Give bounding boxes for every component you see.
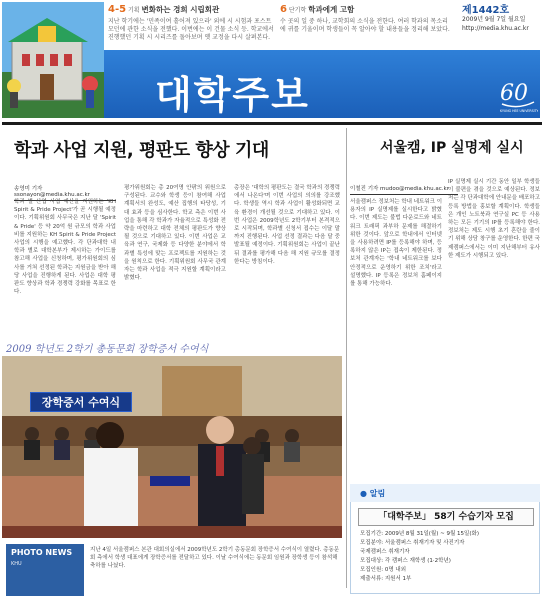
teaser-column[interactable] bbox=[280, 6, 450, 34]
notice-item: 모집기간: 2009년 8월 31일(월) ~ 9월 15일(화) bbox=[360, 531, 479, 537]
second-body-col-1: 서울캠퍼스 정보처는 학내 네트워크 이용자의 IP 실명제를 실시한다고 밝혔다. 이번 제도는 불법 다운로드와 네트워크 트래픽 과부하 문제를 해결하기 위한 것이다. 앞으로 학내에서 인터넷을 사용하려면 IP를 등록해야 하며, 등록하지 않은 IP는 접속이 제한된다. 정보처 관계자는 '학내 네트워크를 보다 안정적으로 운영하기 위한 조치'라고 설명했다. IP 등록은 정보처 홈페이지를 통해 가능하다. bbox=[350, 199, 442, 288]
teaser-section: 단기학 bbox=[288, 7, 307, 14]
issue-url[interactable]: http://media.khu.ac.kr bbox=[462, 25, 529, 32]
notice-item: 모집인원: 0명 내외 bbox=[360, 567, 407, 573]
photo-caption: 지난 4일 서울캠퍼스 본관 대회의실에서 2009학년도 2학기 총동문회 장학증서 수여식이 열렸다. 총동문회 측에서 학생 대표에게 장학증서를 전달하고 있다. 이날 수여식에는 동문회 임원과 장학생 등이 참석해 축하를 나눴다. bbox=[90, 547, 340, 569]
teaser-page-number: 6 bbox=[280, 4, 287, 15]
lead-headline[interactable]: 학과 사업 지원, 평판도 향상 기대 bbox=[14, 140, 269, 161]
notice-header-label: 알림 bbox=[369, 489, 386, 498]
teaser-headline: 변화하는 경희 시립회관 bbox=[141, 5, 220, 14]
notice-item: 국제캠퍼스 취재기자 bbox=[360, 549, 410, 555]
ceremony-banner: 장학증서 수여식 bbox=[30, 392, 132, 412]
lead-body-col-3: 총장은 '대학의 평판도는 결국 학과의 경쟁력에서 나온다'며 이번 사업의 의의를 강조했다. 학생들 역시 학과 사업이 활성화되면 교육 환경이 개선될 것으로 기대하고 있다. 이번 사업은 2009학년도 2학기부터 본격적으로 시작되며, 학과별 신청서 접수는 이달 말까지 진행된다. 사업 선정 결과는 다음 달 중 발표될 예정이다. 기획위원회는 사업이 끝난 뒤 결과를 평가해 다음 해 지원 규모를 결정한다는 방침이다. bbox=[234, 185, 340, 265]
anniversary-logo bbox=[498, 74, 538, 114]
notice-title[interactable]: 「대학주보」 58기 수습기자 모집 bbox=[358, 508, 534, 526]
masthead-rule bbox=[2, 122, 542, 125]
campus-building-illustration bbox=[2, 2, 104, 118]
notice-list bbox=[360, 530, 538, 584]
logo-number: 60 bbox=[500, 81, 528, 106]
column-divider bbox=[346, 128, 347, 588]
teaser-page-number: 4-5 bbox=[108, 4, 127, 15]
issue-info bbox=[462, 6, 542, 33]
lead-body-col-1: 학과 별 산업 사업 예산을 지원하는 'KH Spirit & Pride Project'가 곧 시행될 예정이다. 기획위원회 사무국은 지난 달 'Spirit & Pride' 등 약 20억 원 규모의 학과 사업비를 지원하는 KH Spirit & Pride Project 사업의 시행을 예고했다. 각 단과대학 내 학과 별로 대학본부가 제시하는 가이드를 참고해 사업을 신청하며, 평가위원회의 심사를 거쳐 선정된 학과는 지원금을 받아 해당 사업을 진행하게 된다. 사업은 대학 평판도 향상과 학과 경쟁력 강화를 목표로 한다. bbox=[14, 199, 116, 296]
logo-subtitle: KYUNG HEE UNIVERSITY bbox=[500, 109, 538, 113]
second-byline: 이철진 기자 mudoo@media.khu.ac.kr bbox=[350, 184, 458, 195]
notice-item: 제출서류: 지원서 1부 bbox=[360, 576, 412, 582]
photo-news-title: PHOTO NEWS bbox=[11, 548, 73, 557]
photo-news-sub: KHU bbox=[11, 561, 22, 567]
second-headline[interactable]: 서울캠, IP 실명제 실시 bbox=[380, 140, 524, 156]
photo-title: 2009 학년도 2학기 총동문회 장학증서 수여식 bbox=[6, 344, 209, 355]
teaser-summary: 수 곳의 일 중 하나, 교학회의 소식을 전한다. 여러 학과의 목소리에 귀를 기울이며 학생들이 꼭 알아야 할 내용들을 정리해 보았다. bbox=[280, 18, 450, 33]
ceremony-photo[interactable] bbox=[2, 356, 342, 538]
notice-item: 모집분야: 서울캠퍼스 취재기자 및 사진기자 bbox=[360, 540, 465, 546]
photo-news-label bbox=[6, 544, 84, 596]
newspaper-title: 대학주보 bbox=[155, 73, 310, 117]
teaser-section: 기획 bbox=[128, 7, 140, 14]
masthead bbox=[0, 0, 544, 122]
teaser-feature[interactable] bbox=[108, 6, 274, 42]
teaser-headline: 학과에게 고함 bbox=[308, 5, 355, 14]
second-body-col-2: IP 실명제 실시 기간 동안 일부 학생들이 불편을 겪을 것으로 예상된다. 정보처는 각 단과대학에 안내문을 배포하고 등록 방법을 홍보할 계획이다. 학생들은 개인 노트북과 연구실 PC 등 사용하는 모든 기기의 IP를 등록해야 한다. 정보처는 제도 시행 초기 혼란을 줄이기 위해 상담 창구를 운영한다. 한편 국제캠퍼스에서는 이미 지난해부터 유사한 제도가 시행되고 있다. bbox=[448, 179, 540, 259]
notice-header bbox=[350, 484, 540, 502]
teaser-summary: 지난 학기에는 '민족이여 흩어져 있으라' 외에 시 시험과 포스트모던에 관한 소식을 전했다. 이번에는 이 건물 소식 등. 학교에서 진행했던 기획 시 시리즈를 돌아보며 옛 교정을 다시 살펴본다. bbox=[108, 18, 274, 41]
notice-item: 모집대상: 각 캠퍼스 재학생 (1·2학년) bbox=[360, 558, 451, 564]
lead-byline: 송영미 기자 ssonayon@media.khu.ac.kr bbox=[14, 184, 116, 201]
issue-number: 제1442호 bbox=[462, 5, 510, 16]
lead-body-col-2: 평가위원회는 총 20여명 안팎의 위원으로 구성된다. 교수와 학생 등이 참여해 사업 계획서의 완성도, 예산 집행의 타당성, 기대 효과 등을 심사한다. 학교 측은 이번 사업을 통해 각 학과가 자율적으로 특성화 전략을 마련하고 대학 전체의 평판도가 향상될 것으로 기대하고 있다. 이번 사업은 교육과 연구, 국제화 등 다양한 분야에서 학과별 특성에 맞는 프로젝트를 지원하는 것을 원칙으로 한다. 기획위원회 사무국 관계자는 학과 사업을 적극 지원할 계획이라고 밝혔다. bbox=[124, 185, 226, 282]
issue-date: 2009년 9월 7일 월요일 bbox=[462, 16, 526, 23]
bell-icon: ● bbox=[360, 489, 367, 498]
